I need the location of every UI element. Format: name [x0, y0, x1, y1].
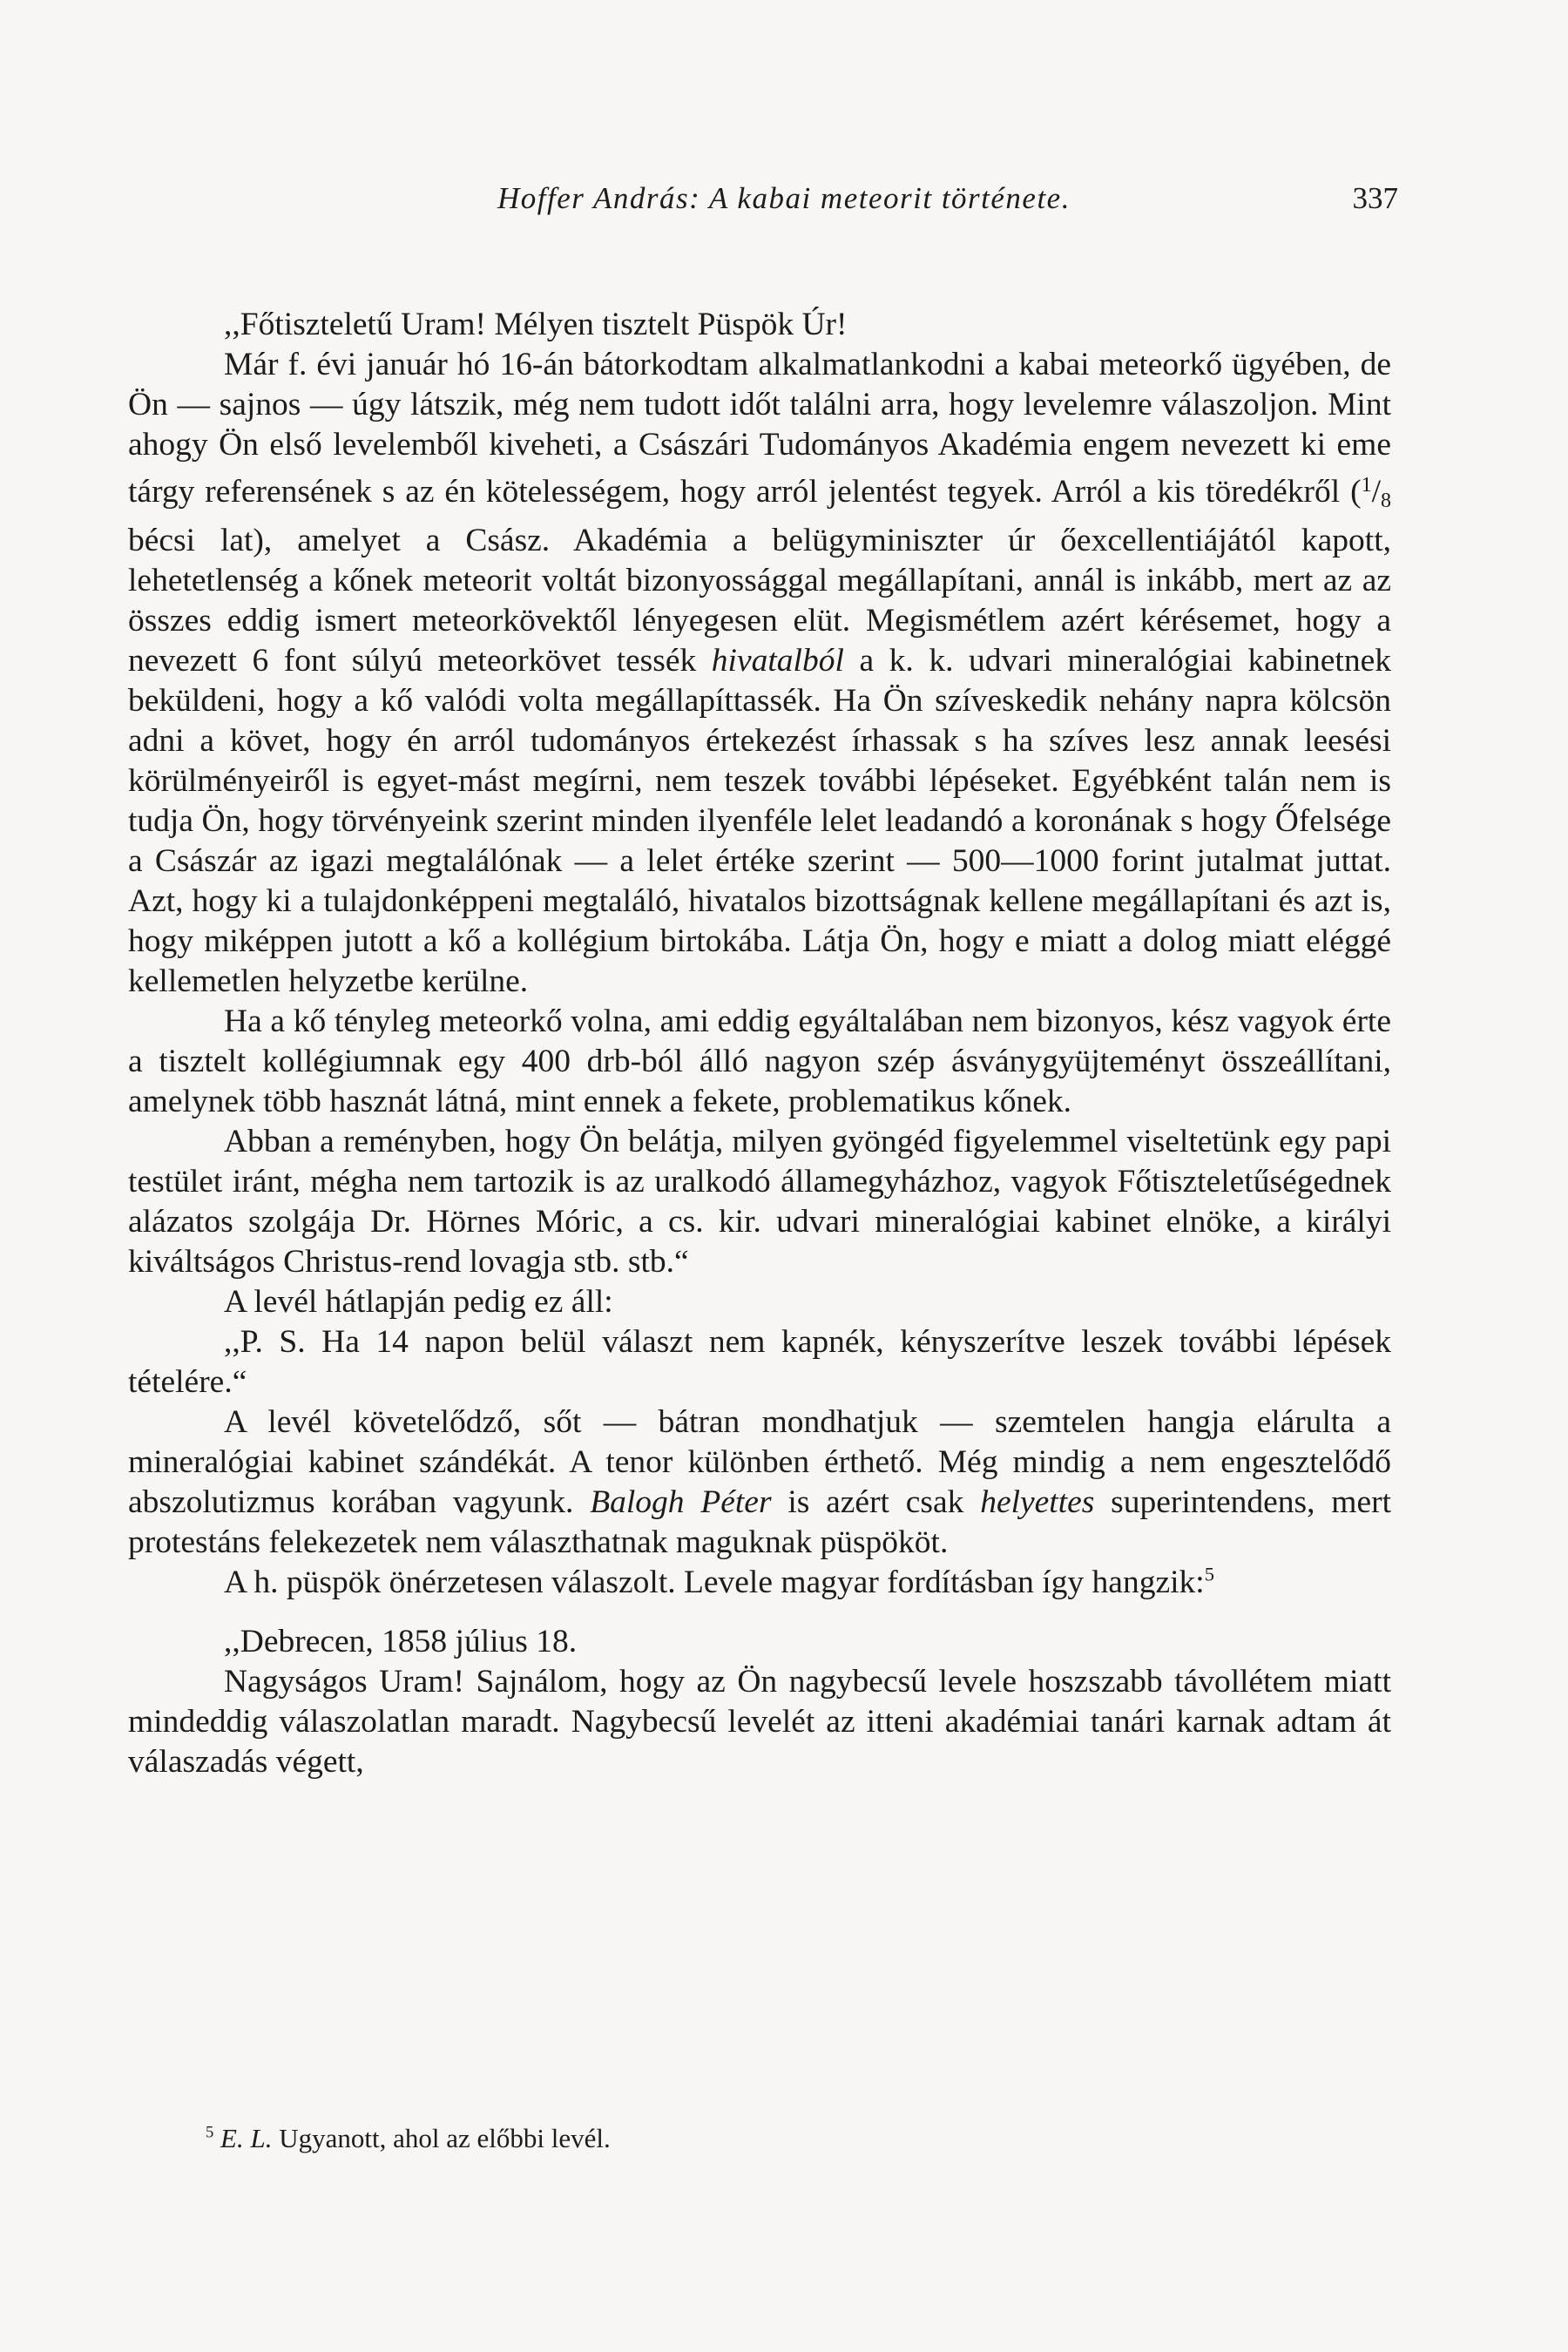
italic-balogh-peter: Balogh Péter: [590, 1484, 772, 1520]
body-text: [128, 305, 1391, 1782]
letter-paragraph-2: Ha a kő tényleg meteorkő volna, ami eddig egyáltalában nem bizonyos, kész vagyok érte a tisztelt kollégiumnak egy 400 drb-ból álló nagyon szép ásványgyüjteményt összeállítani, amelynek több hasznát látná, mint ennek a fekete, problematikus kőnek.: [128, 1004, 1391, 1119]
narrative-paragraph-5: ,,P. S. Ha 14 napon belül választ nem kapnék, kényszerítve leszek további lépések tételére.“: [128, 1324, 1391, 1400]
narrative-paragraph-6-part-a: A levél követelődző, sőt — bátran mondhatjuk — szemtelen hangja elárulta a mineralógiai kabinet szándékát. A tenor különben érthető. Még mindig a nem engesztelődő abszolutizmus korában vagyunk.: [128, 1404, 1391, 1520]
page-number: 337: [1352, 181, 1398, 215]
footnote-marker: 5: [206, 2123, 214, 2142]
footnote-author: E. L.: [220, 2123, 273, 2153]
footnote: [206, 2121, 1338, 2156]
letter2-paragraph-1: Nagyságos Uram! Sajnálom, hogy az Ön nagybecsű levele hoszszabb távollétem miatt mindeddig válaszolatlan maradt. Nagybecsű levelét az itteni akadémiai tanári karnak adtam át válaszadás végett,: [128, 1664, 1391, 1780]
fraction: $^1$/8: [1361, 474, 1391, 512]
letter-paragraph-1-part-b: bécsi lat), amelyet a Csász. Akadémia a belügyminiszter úr őexcellentiájától kapott, lehetetlenség a kőnek meteorit voltát bizonyossággal megállapítani, annál is inkább, mert az az összes eddig ismert meteorkövektől lényegesen elüt. Megismétlem azért kérésemet, hogy a nevezett 6 font súlyú meteorkövet tessék: [128, 523, 1391, 679]
italic-hivatalbol: hivatalból: [711, 643, 844, 679]
narrative-paragraph-4: A levél hátlapján pedig ez áll:: [224, 1284, 613, 1320]
letter-salutation: ,,Főtiszteletű Uram! Mélyen tisztelt Püspök Úr!: [224, 307, 848, 342]
letter-paragraph-1-part-c: a k. k. udvari mineralógiai kabinetnek beküldeni, hogy a kő valódi volta megállapíttassék. Ha Ön szíveskedik nehány napra kölcsön adni a követ, hogy én arról tudományos értekezést írhassak s ha szíves lesz annak leesési körülményeiről is egyet-mást megírni, nem teszek további lépéseket. Egyébként talán nem is tudja Ön, hogy törvényeink szerint minden ilyenféle lelet leadandó a koronának s hogy Őfelsége a Császár az igazi megtalálónak — a lelet értéke szerint — 500—1000 forint jutalmat juttat. Azt, hogy ki a tulajdonképpeni megtaláló, hivatalos bizottságnak kellene megállapítani és azt is, hogy miképpen jutott a kő a kollégium birtokába. Látja Ön, hogy e miatt a dolog miatt eléggé kellemetlen helyzetbe kerülne.: [128, 643, 1391, 999]
footnote-text: Ugyanott, ahol az előbbi levél.: [272, 2123, 611, 2153]
narrative-paragraph-7: [128, 1563, 1391, 1603]
narrative-paragraph-6: [128, 1402, 1391, 1563]
running-header: [0, 174, 1568, 226]
letter-paragraph-3: Abban a reményben, hogy Ön belátja, milyen gyöngéd figyelemmel viseltetünk egy papi testület iránt, mégha nem tartozik is az uralkodó államegyházhoz, vagyok Főtiszteletűségednek alázatos szolgája Dr. Hörnes Móric, a cs. kir. udvari mineralógiai kabinet elnöke, a királyi kiváltságos Christus-rend lovagja stb. stb.“: [128, 1124, 1391, 1280]
narrative-paragraph-6-part-c: superintendens, mert protestáns felekezetek nem választhatnak maguknak püspököt.: [128, 1484, 1391, 1560]
spacer: [128, 1603, 1391, 1622]
letter-paragraph-1: [128, 345, 1391, 1002]
letter-paragraph-1-part-a: Már f. évi január hó 16-án bátorkodtam alkalmatlankodni a kabai meteorkő ügyében, de Ön — sajnos — úgy látszik, még nem tudott időt találni arra, hogy levelemre válaszoljon. Mint ahogy Ön első levelemből kiveheti, a Császári Tudományos Akadémia engem nevezett ki eme tárgy referensének s az én kötelességem, hogy arról jelentést tegyek. Arról a kis töredékről (: [128, 347, 1391, 510]
italic-helyettes: helyettes: [980, 1484, 1095, 1520]
narrative-paragraph-7-text: A h. püspök önérzetesen válaszolt. Levele magyar fordításban így hangzik:: [224, 1565, 1205, 1600]
fraction-numerator: 1: [1361, 474, 1372, 497]
narrative-paragraph-6-part-b: is azért csak: [771, 1484, 981, 1520]
fraction-denominator: 8: [1381, 490, 1391, 512]
letter2-dateline: ,,Debrecen, 1858 július 18.: [224, 1624, 578, 1659]
footnote-reference: 5: [1204, 1563, 1214, 1585]
running-title: Hoffer András: A kabai meteorit története.: [497, 181, 1071, 215]
